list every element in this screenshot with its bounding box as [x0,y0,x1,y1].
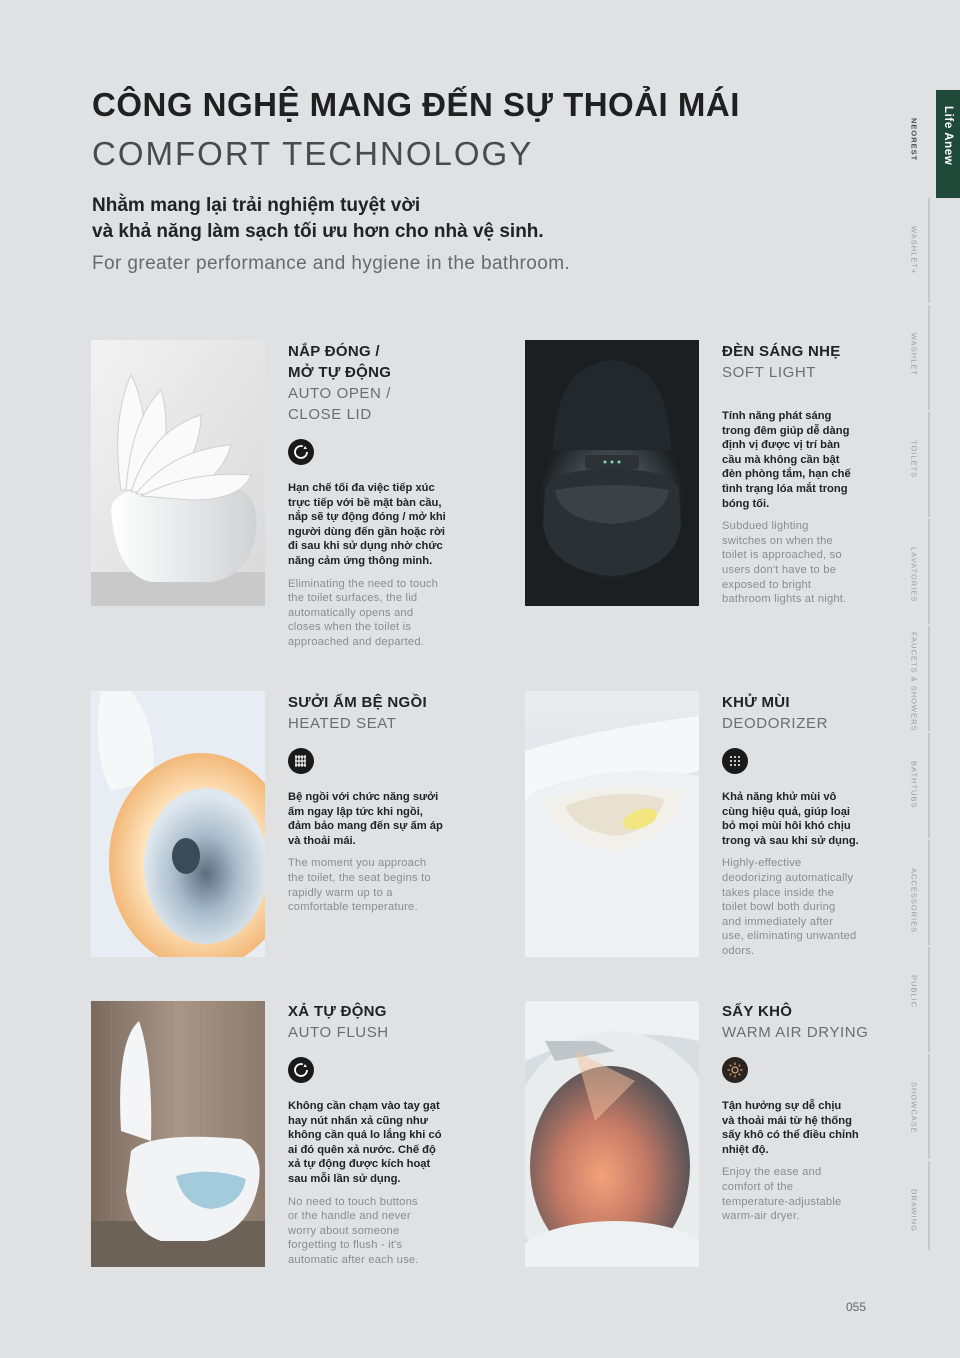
feature-title-vi: ĐÈN SÁNG NHẸ [722,343,841,360]
section-sidebar [898,90,960,1250]
sidebar-item-label: WASHLET [909,333,919,376]
life-anew-label: Life Anew [942,106,954,166]
page-title-vi: CÔNG NGHỆ MANG ĐẾN SỰ THOẢI MÁI [92,86,740,123]
feature-desc-vi: Tận hưởng sự dễ chịu và thoải mái từ hệ thống sấy khô có thể điều chỉnh nhiệt độ. [722,1100,859,1156]
feature-title-en: WARM AIR DRYING [722,1024,869,1041]
feature-heated-seat [288,692,468,915]
intro-vi-line: Nhằm mang lại trải nghiệm tuyệt vời [92,195,421,216]
auto-lid-icon [288,439,314,465]
intro-en: For greater performance and hygiene in the bathroom. [92,253,571,274]
sidebar-item-lavatories[interactable] [898,519,960,624]
feature-title-vi: KHỬ MÙI [722,694,790,711]
feature-title-en: AUTO FLUSH [288,1024,389,1041]
sidebar-item-label: LAVATORIES [909,547,919,603]
sidebar-item-drawing[interactable] [898,1161,960,1250]
feature-title-vi: SƯỞI ẤM BỆ NGỒI [288,694,427,711]
feature-deodorizer [722,692,902,959]
feature-title-vi: SẤY KHÔ [722,1003,793,1020]
sidebar-item-label: NEOREST [909,118,919,162]
feature-title-vi: XẢ TỰ ĐỘNG [288,1003,387,1020]
sidebar-item-label: BATHTUBS [909,761,919,809]
sidebar-divider [928,1054,930,1159]
auto-lid-photo [91,340,265,606]
sidebar-divider [928,840,930,945]
feature-desc-vi: Không cần chạm vào tay gạt hay nút nhấn xả cũng như không cần quá lo lắng khi có ai đó quên xả nước. Chế độ xả tự động được kích hoạt sau mỗi lần sử dụng. [288,1100,442,1185]
feature-desc-en: Eliminating the need to touch the toilet surfaces, the lid automatically opens and closes when the toilet is approached and departed. [288,577,439,648]
sidebar-item-faucets-showers[interactable] [898,626,960,731]
feature-desc-en: The moment you approach the toilet, the seat begins to rapidly warm up to a comfortable temperature. [288,857,431,914]
intro-vi-line: và khả năng làm sạch tối ưu hơn cho nhà vệ sinh. [92,221,544,242]
feature-desc-vi: Khả năng khử mùi vô cùng hiệu quả, giúp loại bỏ mọi mùi hôi khó chịu trong và sau khi sử dụng. [722,791,859,847]
sidebar-item-label: TOILETS [909,440,919,479]
feature-soft-light [722,341,902,607]
warm-air-icon [722,1057,748,1083]
feature-desc-en: Enjoy the ease and comfort of the temperature-adjustable warm-air dryer. [722,1166,842,1223]
sidebar-divider [928,412,930,517]
sidebar-item-washlet[interactable] [898,305,960,410]
sidebar-item-label: WASHLET+ [909,226,919,275]
sidebar-item-label: PUBLIC [909,975,919,1009]
feature-auto-flush [288,1001,468,1268]
sidebar-divider [928,198,930,303]
sidebar-item-label: SHOWCASE [909,1082,919,1134]
sidebar-item-toilets[interactable] [898,412,960,517]
page-title-en: COMFORT TECHNOLOGY [92,135,534,172]
auto-flush-photo [91,1001,265,1267]
sidebar-divider [928,305,930,410]
sidebar-item-label: DRAWING [909,1189,919,1232]
sidebar-item-public[interactable] [898,947,960,1052]
heated-seat-photo [91,691,265,957]
sidebar-divider [928,519,930,624]
sidebar-divider [928,1161,930,1250]
feature-title-en: HEATED SEAT [288,715,397,732]
sidebar-item-label: FAUCETS & SHOWERS [909,632,919,732]
sidebar-divider [928,733,930,838]
feature-title-en: DEODORIZER [722,715,829,732]
feature-title-en: AUTO OPEN / CLOSE LID [288,385,392,423]
sidebar-item-bathtubs[interactable] [898,733,960,838]
feature-warm-air [722,1001,902,1224]
feature-auto-lid [288,341,468,650]
feature-desc-vi: Hạn chế tối đa việc tiếp xúc trực tiếp với bề mặt bàn cầu, nắp sẽ tự động đóng / mở khi người dùng đến gần hoặc rời đi sau khi sử dụng nhờ chức năng cảm ứng thông minh. [288,482,446,567]
feature-desc-en: No need to touch buttons or the handle and never worry about someone forgetting to flush - it's automatic after each use. [288,1195,419,1266]
feature-title-vi: NẮP ĐÓNG / MỞ TỰ ĐỘNG [288,343,392,381]
heated-seat-icon [288,748,314,774]
life-anew-tab[interactable] [936,90,960,198]
sidebar-item-label: ACCESSORIES [909,868,919,934]
page-number: 055 [846,1300,867,1314]
soft-light-photo [525,340,699,606]
feature-desc-vi: Tính năng phát sáng trong đêm giúp dễ dàng định vị được vị trí bàn cầu mà không cần bật đèn phòng tắm, hạn chế tình trạng lóa mắt trong bóng tối. [722,410,851,510]
sidebar-divider [928,947,930,1052]
auto-flush-icon [288,1057,314,1083]
feature-desc-en: Highly-effective deodorizing automatically takes place inside the toilet bowl both during and immediately after use, eliminating unwanted odors. [722,857,857,957]
warm-air-photo [525,1001,699,1267]
feature-title-en: SOFT LIGHT [722,364,817,381]
intro-vi [92,193,652,245]
sidebar-item-washlet-plus[interactable] [898,198,960,303]
sidebar-divider [928,626,930,731]
feature-desc-en: Subdued lighting switches on when the toilet is approached, so users don't have to be exposed to bright bathroom lights at night. [722,520,847,606]
sidebar-item-accessories[interactable] [898,840,960,945]
deodorizer-icon [722,748,748,774]
deodorizer-photo [525,691,699,957]
sidebar-item-showcase[interactable] [898,1054,960,1159]
feature-desc-vi: Bệ ngồi với chức năng sưởi ấm ngay lập tức khi ngồi, đảm bảo mang đến sự ấm áp và thoải mái. [288,791,443,847]
